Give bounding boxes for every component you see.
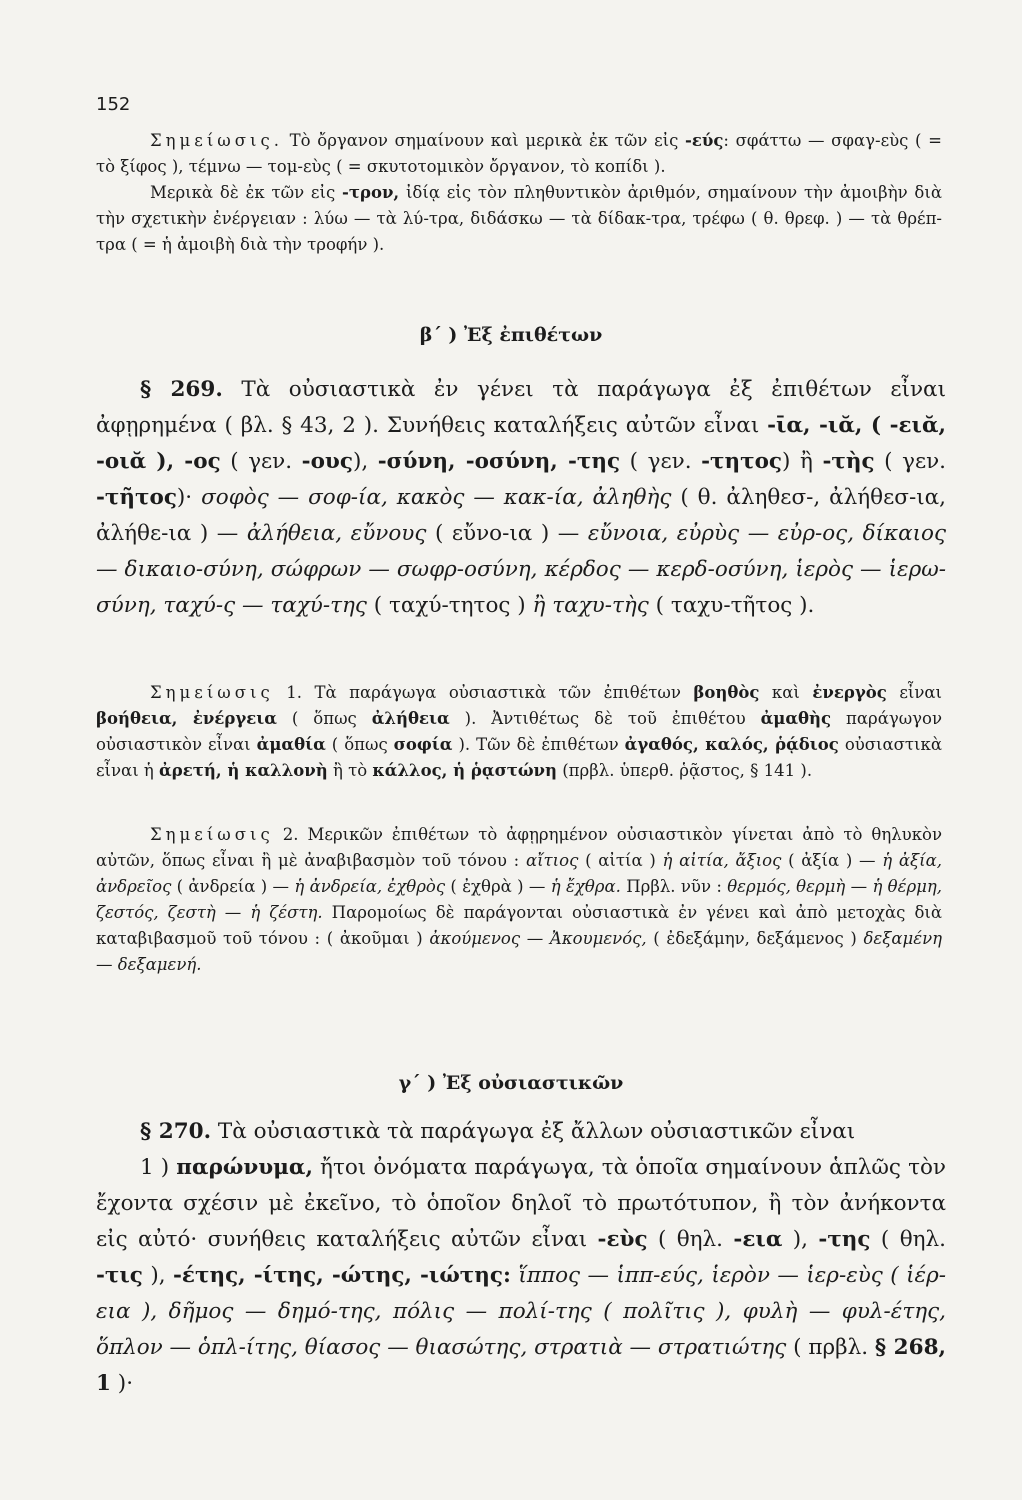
section-number: § 270. (140, 1119, 212, 1144)
note-instrument-nouns: Σημείωσις. Τὸ ὄργανον σημαίνουν καὶ μερικὰ ἐκ τῶν εἰς -εύς: σφάττω — σφαγ-εὺς ( = τὸ ξίφος ), τέμνω — τομ-εὺς ( = σκυτοτομικὸν ὄργανον, τὸ κοπίδι ). Μερικὰ δὲ ἐκ τῶν εἰς -τρον, ἰδίᾳ εἰς τὸν πληθυντικὸν ἀριθμόν, σημαίνουν τὴν ἀμοιβὴν διὰ τὴν σχετικὴν ἐνέργειαν : λύω — τὰ λύ-τρα, διδάσκω — τὰ δίδακ-τρα, τρέφω ( θ. θρεφ. ) — τὰ θρέπ-τρα ( = ἡ ἀμοιβὴ διὰ τὴν τροφήν ). (96, 131, 943, 254)
section-heading-nouns: γ΄ ) Ἐξ οὐσιαστικῶν (398, 1072, 624, 1094)
paragraph-270: § 270. Τὰ οὐσιαστικὰ τὰ παράγωγα ἐξ ἄλλων οὐσιαστικῶν εἶναι 1 ) παρώνυμα, ἤτοι ὀνόματα παράγωγα, τὰ ὁποῖα σημαίνουν ἁπλῶς τὸν ἔχοντα σχέσιν μὲ ἐκεῖνο, τὸ ὁποῖον δηλοῖ τὸ πρωτότυπον, ἢ τὸν ἀνήκοντα εἰς αὐτό· συνήθεις καταλήξεις αὐτῶν εἶναι -εὺς ( θηλ. -εια ), -της ( θηλ. -τις ), -έτης, -ίτης, -ώτης, -ιώτης: ἵππος — ἱππ-εύς, ἱερὸν — ἱερ-εὺς ( ἱέρ-εια ), δῆμος — δημό-της, πόλις — πολί-της ( πολῖτις ), φυλὴ — φυλ-έτης, ὅπλον — ὁπλ-ίτης, θίασος — θιασώτης, στρατιὰ — στρατιώτης ( πρβλ. § 268, 1 )· (96, 1119, 947, 1396)
note-2-accent-shift: Σημείωσις 2. Μερικῶν ἐπιθέτων τὸ ἀφῃρημένον οὐσιαστικὸν γίνεται ἀπὸ τὸ θηλυκὸν αὐτῶν, ὅπως εἶναι ἢ μὲ ἀναβιβασμὸν τοῦ τόνου : αἴτιος ( αἰτία ) ἡ αἰτία, ἄξιος ( ἀξία ) — ἡ ἀξία, ἀνδρεῖος ( ἀνδρεία ) — ἡ ἀνδρεία, ἐχθρὸς ( ἐχθρὰ ) — ἡ ἔχθρα. Πρβλ. νῦν : θερμός, θερμὴ — ἡ θέρμη, ζεστός, ζεστὴ — ἡ ζέστη. Παρομοίως δὲ παράγονται οὐσιαστικὰ ἐν γένει καὶ ἀπὸ μετοχὰς διὰ καταβιβασμοῦ τοῦ τόνου : ( ἀκοῦμαι ) ἀκούμενος — Ἀκουμενός, ( ἐδεξάμην, δεξάμενος ) δεξαμένη — δεξαμενή. (96, 825, 943, 974)
section-number: § 269. (140, 377, 223, 402)
page-number: 152 (96, 94, 131, 115)
note-label: Σημείωσις. (150, 131, 283, 150)
section-heading-adjectives: β΄ ) Ἐξ ἐπιθέτων (419, 324, 603, 346)
note-label: Σημείωσις (150, 825, 274, 844)
paragraph-269: § 269. Τὰ οὐσιαστικὰ ἐν γένει τὰ παράγωγα ἐξ ἐπιθέτων εἶναι ἀφῃρημένα ( βλ. § 43, 2 ). Συνήθεις καταλήξεις αὐτῶν εἶναι -ῑα, -ιᾰ, ( -ειᾰ, -οιᾰ ), -ος ( γεν. -ους), -σύνη, -οσύνη, -της ( γεν. -τητος) ἢ -τὴς ( γεν. -τῆτος)· σοφὸς — σοφ-ία, κακὸς — κακ-ία, ἀληθὴς ( θ. ἀληθεσ-, ἀλήθεσ-ια, ἀλήθε-ια ) — ἀλήθεια, εὔνους ( εὔνο-ια ) — εὔνοια, εὐρὺς — εὐρ-ος, δίκαιος — δικαιο-σύνη, σώφρων — σωφρ-οσύνη, κέρδος — κερδ-οσύνη, ἱερὸς — ἱερω-σύνη, ταχύ-ς — ταχύ-της ( ταχύ-τητος ) ἢ ταχυ-τὴς ( ταχυ-τῆτος ). (96, 377, 947, 618)
note-label: Σημείωσις (150, 683, 274, 702)
note-1-adjective-nouns: Σημείωσις 1. Τὰ παράγωγα οὐσιαστικὰ τῶν ἐπιθέτων βοηθὸς καὶ ἐνεργὸς εἶναι βοήθεια, ἐνέργεια ( ὅπως ἀλήθεια ). Ἀντιθέτως δὲ τοῦ ἐπιθέτου ἀμαθὴς παράγωγον οὐσιαστικὸν εἶναι ἀμαθία ( ὅπως σοφία ). Τῶν δὲ ἐπιθέτων ἀγαθός, καλός, ῥᾴδιος οὐσιαστικὰ εἶναι ἡ ἀρετή, ἡ καλλονὴ ἢ τὸ κάλλος, ἡ ῥᾳστώνη (πρβλ. ὑπερθ. ῥᾷστος, § 141 ). (96, 683, 943, 780)
